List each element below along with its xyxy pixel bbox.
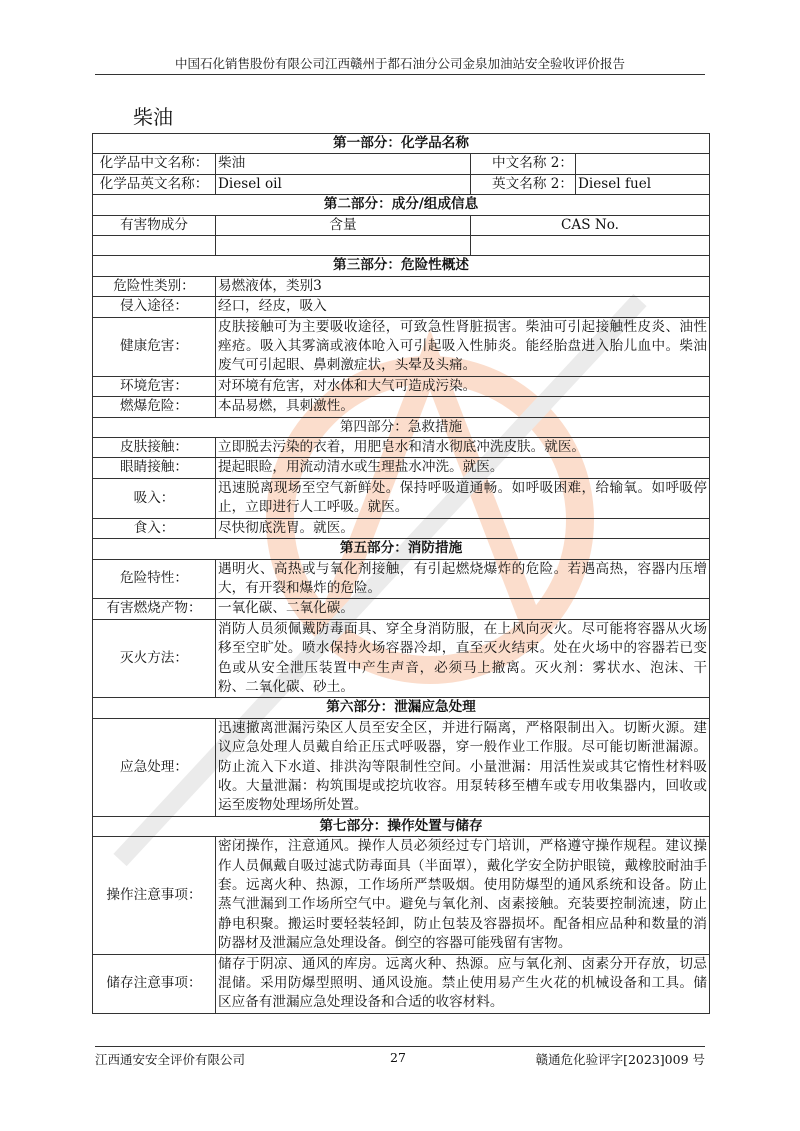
footer-divider xyxy=(95,1046,705,1047)
en-name-label: 化学品英文名称： xyxy=(93,174,216,194)
en-name2-label: 英文名称 2： xyxy=(471,174,576,194)
en-name-value: Diesel oil xyxy=(216,174,471,194)
cn-name2-label: 中文名称 2： xyxy=(471,154,576,174)
table-row xyxy=(93,376,710,396)
row-label: 燃爆危险： xyxy=(93,397,216,417)
table-row xyxy=(93,619,710,698)
cn-name-label: 化学品中文名称： xyxy=(93,154,216,174)
running-header: 中国石化销售股份有限公司江西赣州于都石油分公司金泉加油站安全验收评价报告 xyxy=(174,56,625,71)
section-heading: 第六部分：泄漏应急处理 xyxy=(93,698,710,718)
table-row xyxy=(93,458,710,478)
empty-cell xyxy=(216,236,471,256)
row-text: 消防人员须佩戴防毒面具、穿全身消防服，在上风向灭火。尽可能将容器从火场移至空旷处。喷水保持火场容器冷却，直至灭火结束。处在火场中的容器若已变色或从安全泄压装置中产生声音，必须马上撤离。灭火剂：雾状水、泡沫、干粉、二氧化碳、砂土。 xyxy=(216,619,710,698)
row-label: 操作注意事项： xyxy=(93,837,216,954)
row-text: 对环境有危害，对水体和大气可造成污染。 xyxy=(216,376,710,396)
section-heading: 第七部分：操作处置与储存 xyxy=(93,816,710,836)
empty-cell xyxy=(93,236,216,256)
table-row xyxy=(93,559,710,599)
cn-name2-value xyxy=(576,154,710,174)
row-label: 皮肤接触： xyxy=(93,438,216,458)
table-row xyxy=(93,478,710,518)
header-divider xyxy=(95,74,705,75)
row-label: 危险特性： xyxy=(93,559,216,599)
row-text: 遇明火、高热或与氧化剂接触，有引起燃烧爆炸的危险。若遇高热，容器内压增大，有开裂和爆炸的危险。 xyxy=(216,559,710,599)
column-header: 有害物成分 xyxy=(93,215,216,235)
row-text: 皮肤接触可为主要吸收途径，可致急性肾脏损害。柴油可引起接触性皮炎、油性痤疮。吸入其雾滴或液体呛入可引起吸入性肺炎。能经胎盘进入胎儿血中。柴油废气可引起眼、鼻刺激症状，头晕及头痛。 xyxy=(216,317,710,376)
row-label: 食入： xyxy=(93,518,216,538)
section-heading: 第五部分：消防措施 xyxy=(93,539,710,559)
row-label: 环境危害： xyxy=(93,376,216,396)
row-label: 眼睛接触： xyxy=(93,458,216,478)
row-label: 应急处理： xyxy=(93,718,216,816)
section-heading: 第三部分：危险性概述 xyxy=(93,256,710,276)
section-heading: 第四部分：急救措施 xyxy=(93,417,710,437)
table-row xyxy=(93,599,710,619)
column-header: CAS No. xyxy=(471,215,710,235)
row-label: 储存注意事项： xyxy=(93,954,216,1013)
page-title: 柴油 xyxy=(133,105,173,129)
table-row xyxy=(93,954,710,1013)
table-row xyxy=(93,297,710,317)
row-label: 危险性类别： xyxy=(93,276,216,296)
footer-doc-number: 赣通危化验评字[2023]009 号 xyxy=(535,1052,705,1067)
row-text: 提起眼睑，用流动清水或生理盐水冲洗。就医。 xyxy=(216,458,710,478)
table-row xyxy=(93,317,710,376)
column-header: 含量 xyxy=(216,215,471,235)
empty-cell xyxy=(471,236,710,256)
row-text: 本品易燃，具刺激性。 xyxy=(216,397,710,417)
table-row xyxy=(93,837,710,954)
row-label: 吸入： xyxy=(93,478,216,518)
footer-company: 江西通安安全评价有限公司 xyxy=(95,1052,246,1067)
row-text: 迅速脱离现场至空气新鲜处。保持呼吸道通畅。如呼吸困难，给输氧。如呼吸停止，立即进行人工呼吸。就医。 xyxy=(216,478,710,518)
row-label: 有害燃烧产物： xyxy=(93,599,216,619)
row-text: 迅速撤离泄漏污染区人员至安全区，并进行隔离，严格限制出入。切断火源。建议应急处理人员戴自给正压式呼吸器，穿一般作业工作服。尽可能切断泄漏源。防止流入下水道、排洪沟等限制性空间。小量泄漏：用活性炭或其它惰性材料吸收。大量泄漏：构筑围堤或挖坑收容。用泵转移至槽车或专用收集器内，回收或运至废物处理场所处置。 xyxy=(216,718,710,816)
row-label: 灭火方法： xyxy=(93,619,216,698)
row-text: 一氧化碳、二氧化碳。 xyxy=(216,599,710,619)
row-label: 健康危害： xyxy=(93,317,216,376)
row-label: 侵入途径： xyxy=(93,297,216,317)
row-text: 储存于阴凉、通风的库房。远离火种、热源。应与氧化剂、卤素分开存放，切忌混储。采用防爆型照明、通风设施。禁止使用易产生火花的机械设备和工具。储区应备有泄漏应急处理设备和合适的收容材料。 xyxy=(216,954,710,1013)
table-row xyxy=(93,276,710,296)
row-text: 易燃液体，类别3 xyxy=(216,276,710,296)
section-heading: 第二部分：成分/组成信息 xyxy=(93,195,710,215)
section-heading: 第一部分：化学品名称 xyxy=(93,134,710,154)
table-row xyxy=(93,397,710,417)
en-name2-value: Diesel fuel xyxy=(576,174,710,194)
table-row xyxy=(93,518,710,538)
table-row xyxy=(93,718,710,816)
msds-table xyxy=(92,133,710,1014)
page-number: 27 xyxy=(390,1050,406,1065)
row-text: 尽快彻底洗胃。就医。 xyxy=(216,518,710,538)
row-text: 经口，经皮，吸入 xyxy=(216,297,710,317)
row-text: 密闭操作，注意通风。操作人员必须经过专门培训，严格遵守操作规程。建议操作人员佩戴自吸过滤式防毒面具（半面罩），戴化学安全防护眼镜，戴橡胶耐油手套。远离火种、热源，工作场所严禁吸烟。使用防爆型的通风系统和设备。防止蒸气泄漏到工作场所空气中。避免与氧化剂、卤素接触。充装要控制流速，防止静电积聚。搬运时要轻装轻卸，防止包装及容器损坏。配备相应品种和数量的消防器材及泄漏应急处理设备。倒空的容器可能残留有害物。 xyxy=(216,837,710,954)
row-text: 立即脱去污染的衣着，用肥皂水和清水彻底冲洗皮肤。就医。 xyxy=(216,438,710,458)
cn-name-value: 柴油 xyxy=(216,154,471,174)
table-row xyxy=(93,438,710,458)
